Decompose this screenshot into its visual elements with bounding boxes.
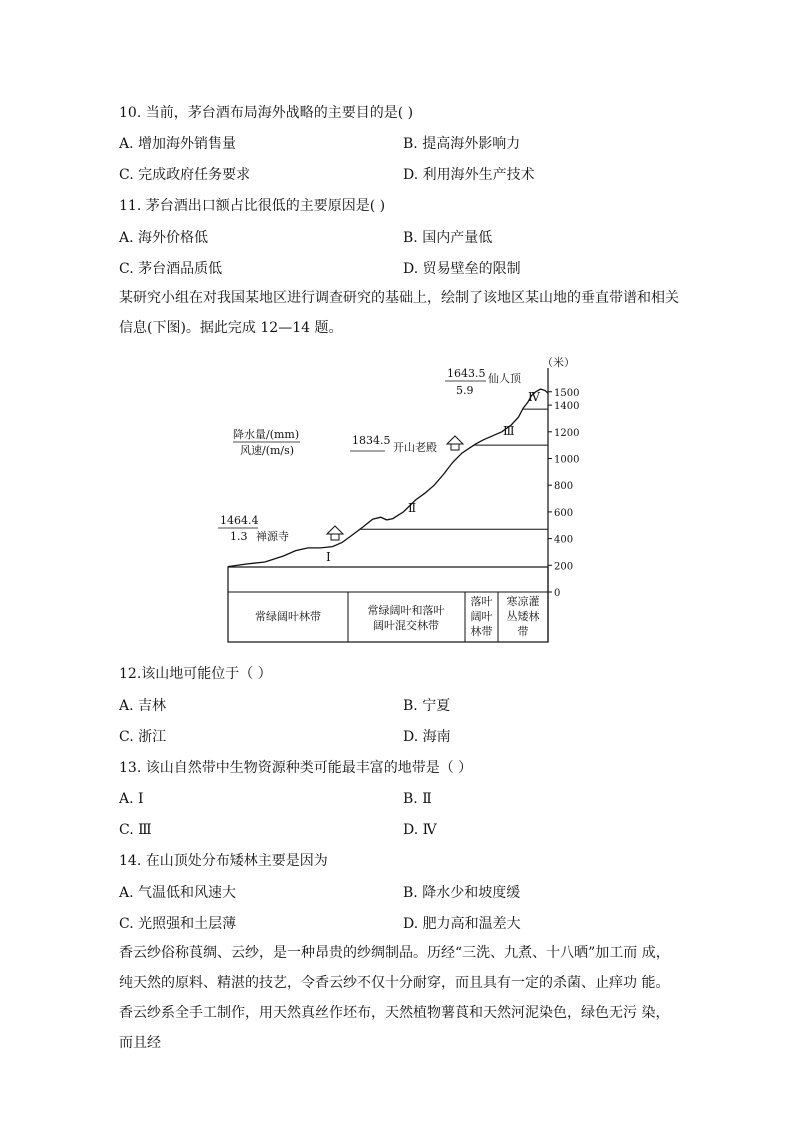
belt4-label-line3: 带 [517,625,529,638]
y-tick-label: 400 [554,534,574,546]
q10-option-d: D. 利用海外生产技术 [403,167,535,183]
q13-option-d: D. Ⅳ [403,822,437,838]
intro-paragraph: 某研究小组在对我国某地区进行调查研究的基础上，绘制了该地区某山地的垂直带谱和相关信息(下图)。据此完成 12—14 题。 [119,290,679,336]
q13-option-b: B. Ⅱ [403,791,432,807]
q12-option-b: B. 宁夏 [403,698,451,714]
zone-label-2: Ⅱ [408,501,417,515]
belt1-label: 常绿阔叶林带 [255,610,321,623]
q14-option-d: D. 肥力高和温差大 [403,916,521,932]
y-tick-label: 1400 [554,401,580,413]
site3-name: 仙人顶 [488,372,521,385]
q11-option-c: C. 茅台酒品质低 [119,261,223,277]
figure-svg [200,348,580,648]
q10-option-a: A. 增加海外销售量 [119,136,237,152]
belt2-label-line2: 阔叶混交林带 [373,619,439,632]
axis-unit: （米） [542,356,575,369]
site3-wind: 5.9 [456,384,474,397]
vertical-zonation-figure [200,348,580,652]
q13-stem: 13. 该山自然带中生物资源种类可能最丰富的地带是（ ） [119,760,473,776]
site1-name: 禅源寺 [256,530,289,543]
belt2-label-line1: 常绿阔叶和落叶 [367,604,445,617]
q14-option-a: A. 气温低和风速大 [119,885,237,901]
belt3-label-line1: 落叶 [470,595,493,608]
site1-wind: 1.3 [230,530,248,543]
site2-precip: 1834.5 [352,434,391,447]
q11-option-b: B. 国内产量低 [403,230,493,246]
y-tick-label: 1500 [554,387,580,399]
legend-precip: 降水量/(mm) [233,428,300,441]
closing-paragraph: 香云纱俗称莨绸、云纱，是一种昂贵的纱绸制品。历经“三洗、九煮、十八晒”加工而 成，纯天然的原料、精湛的技艺，令香云纱不仅十分耐穿，而且具有一定的杀菌、止痒功 能。香云纱系全手工制作，用天然真丝作坯布，天然植物薯莨和天然河泥染色，绿色无污 染，而且经 [119,945,670,1051]
q13-option-a: A. Ⅰ [119,791,144,807]
zone-label-3: Ⅲ [503,424,515,438]
q12-option-c: C. 浙江 [119,729,167,745]
q12-option-d: D. 海南 [403,729,451,745]
y-tick-label: 800 [554,481,574,493]
q11-option-a: A. 海外价格低 [119,230,209,246]
q11-option-d: D. 贸易壁垒的限制 [403,261,521,277]
q10-option-c: C. 完成政府任务要求 [119,167,251,183]
y-tick-label: 1200 [554,427,580,439]
site1-marker-icon [327,526,343,540]
q11-stem: 11. 茅台酒出口额占比很低的主要原因是( ) [119,198,386,214]
y-tick-label: 0 [554,588,561,599]
q14-option-b: B. 降水少和坡度缓 [403,885,521,901]
site1-precip: 1464.4 [220,514,259,527]
y-tick-label: 200 [554,561,574,573]
belt4-label-line2: 丛矮林 [506,610,540,623]
q12-option-a: A. 吉林 [119,698,167,714]
zone-label-1: Ⅰ [326,550,331,564]
belt4-label-line1: 寒凉灌 [506,595,540,608]
y-tick-label: 1000 [554,454,580,466]
q13-option-c: C. Ⅲ [119,822,152,838]
q10-stem: 10. 当前，茅台酒布局海外战略的主要目的是( ) [119,105,414,121]
site2-marker-icon [447,436,463,450]
site2-name: 开山老殿 [393,441,437,454]
legend-wind: 风速/(m/s) [240,444,295,457]
y-tick-label: 600 [554,507,574,519]
belt3-label-line2: 阔叶 [470,610,493,623]
q12-stem: 12.该山地可能位于（ ） [119,666,272,682]
belt3-label-line3: 林带 [470,625,493,638]
zone-label-4: Ⅳ [528,390,540,404]
q10-option-b: B. 提高海外影响力 [403,136,521,152]
q14-stem: 14. 在山顶处分布矮林主要是因为 [119,853,328,869]
q14-option-c: C. 光照强和土层薄 [119,916,237,932]
site3-precip: 1643.5 [447,367,486,380]
